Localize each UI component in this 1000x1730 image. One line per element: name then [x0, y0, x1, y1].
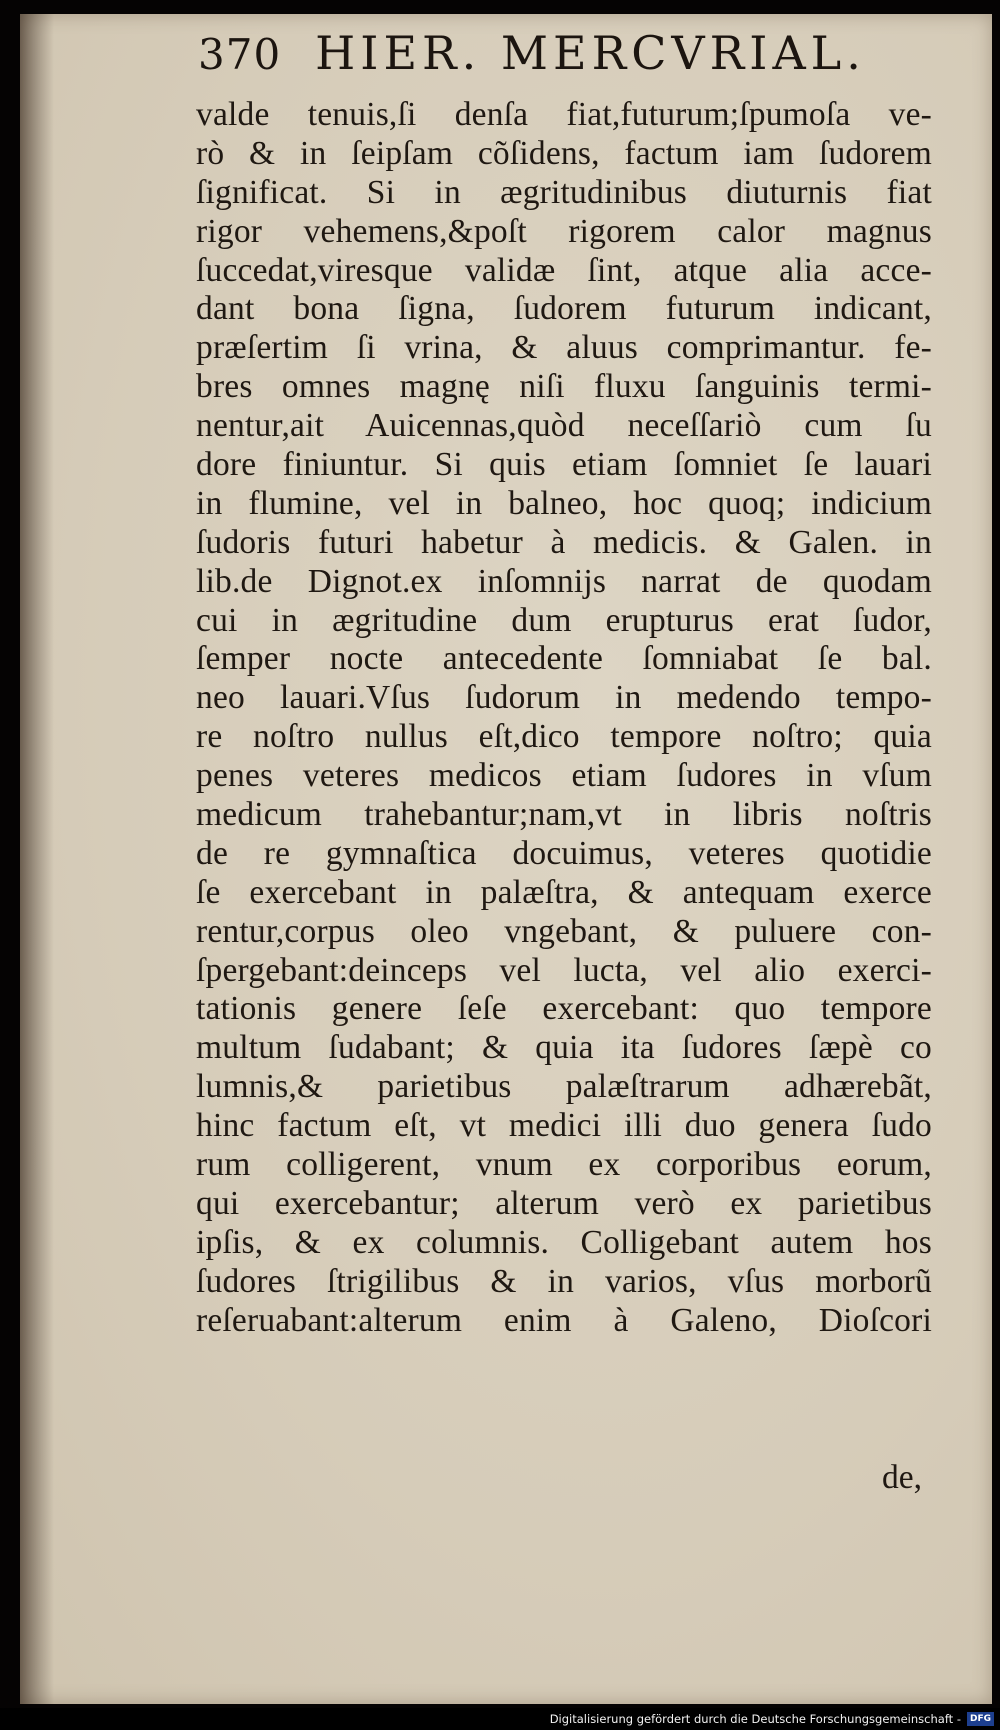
text-line: ſudores ſtrigilibus & in varios, vſus morborũ [196, 1262, 932, 1300]
digitization-footer [0, 1708, 1000, 1730]
running-head [198, 26, 938, 96]
text-line: ſudoris futuri habetur à medicis. & Galen. in [196, 523, 932, 561]
text-line: præſertim ſi vrina, & aluus comprimantur. fe- [196, 329, 932, 367]
text-line: medicum trahebantur;nam,vt in libris noſtris [196, 796, 932, 834]
text-line: lumnis,& parietibus palæſtrarum adhærebãt, [196, 1068, 932, 1106]
text-line: ſe exercebant in palæſtra, & antequam exerce [196, 873, 932, 911]
text-line: multum ſudabant; & quia ita ſudores ſæpè co [196, 1029, 932, 1067]
page-number: 370 [198, 30, 282, 79]
text-line: dant bona ſigna, ſudorem futurum indicant, [196, 290, 932, 328]
text-line: qui exercebantur; alterum verò ex parietibus [196, 1184, 932, 1222]
text-line: ipſis, & ex columnis. Colligebant autem hos [196, 1223, 932, 1261]
text-line: ſemper nocte antecedente ſomniabat ſe bal. [196, 640, 932, 678]
text-line: neo lauari.Vſus ſudorum in medendo tempo- [196, 679, 932, 717]
text-line: re noſtro nullus eſt,dico tempore noſtro; quia [196, 718, 932, 756]
gutter-shadow [20, 14, 54, 1704]
dfg-logo: DFG [967, 1712, 994, 1726]
text-line: tationis genere ſeſe exercebant: quo tempore [196, 990, 932, 1028]
text-line: nentur,ait Auicennas,quòd neceſſariò cum ſu [196, 407, 932, 445]
text-line: hinc factum eſt, vt medici illi duo genera ſudo [196, 1107, 932, 1145]
text-line: valde tenuis,ſi denſa fiat,futurum;ſpumoſa ve- [196, 96, 932, 133]
text-line: rigor vehemens,&poſt rigorem calor magnus [196, 212, 932, 250]
text-line: dore finiuntur. Si quis etiam ſomniet ſe lauari [196, 446, 932, 484]
text-line: in flumine, vel in balneo, hoc quoq; indicium [196, 484, 932, 522]
text-line: lib.de Dignot.ex inſomnijs narrat de quodam [196, 562, 932, 600]
text-line: bres omnes magnę niſi fluxu ſanguinis termi- [196, 368, 932, 406]
text-line: cui in ægritudine dum erupturus erat ſudor, [196, 601, 932, 639]
funding-credit: Digitalisierung gefördert durch die Deutsche Forschungsgemeinschaft - [549, 1712, 961, 1726]
body-text [196, 96, 932, 1341]
text-line: ſuccedat,viresque validæ ſint, atque alia acce- [196, 251, 932, 289]
text-line: de re gymnaſtica docuimus, veteres quotidie [196, 834, 932, 872]
text-line: rò & in ſeipſam cõſidens, factum iam ſudorem [196, 134, 932, 172]
text-line: rum colligerent, vnum ex corporibus eorum, [196, 1146, 932, 1184]
text-line: penes veteres medicos etiam ſudores in vſum [196, 757, 932, 795]
text-line: ſpergebant:deinceps vel lucta, vel alio exerci- [196, 951, 932, 989]
text-line: rentur,corpus oleo vngebant, & puluere con- [196, 912, 932, 950]
text-line: reſeruabant:alterum enim à Galeno, Dioſcori [196, 1301, 932, 1339]
catchword: de, [882, 1459, 922, 1496]
running-title: HIER. MERCVRIAL. [315, 26, 866, 80]
text-line: ſignificat. Si in ægritudinibus diuturnis fiat [196, 173, 932, 211]
